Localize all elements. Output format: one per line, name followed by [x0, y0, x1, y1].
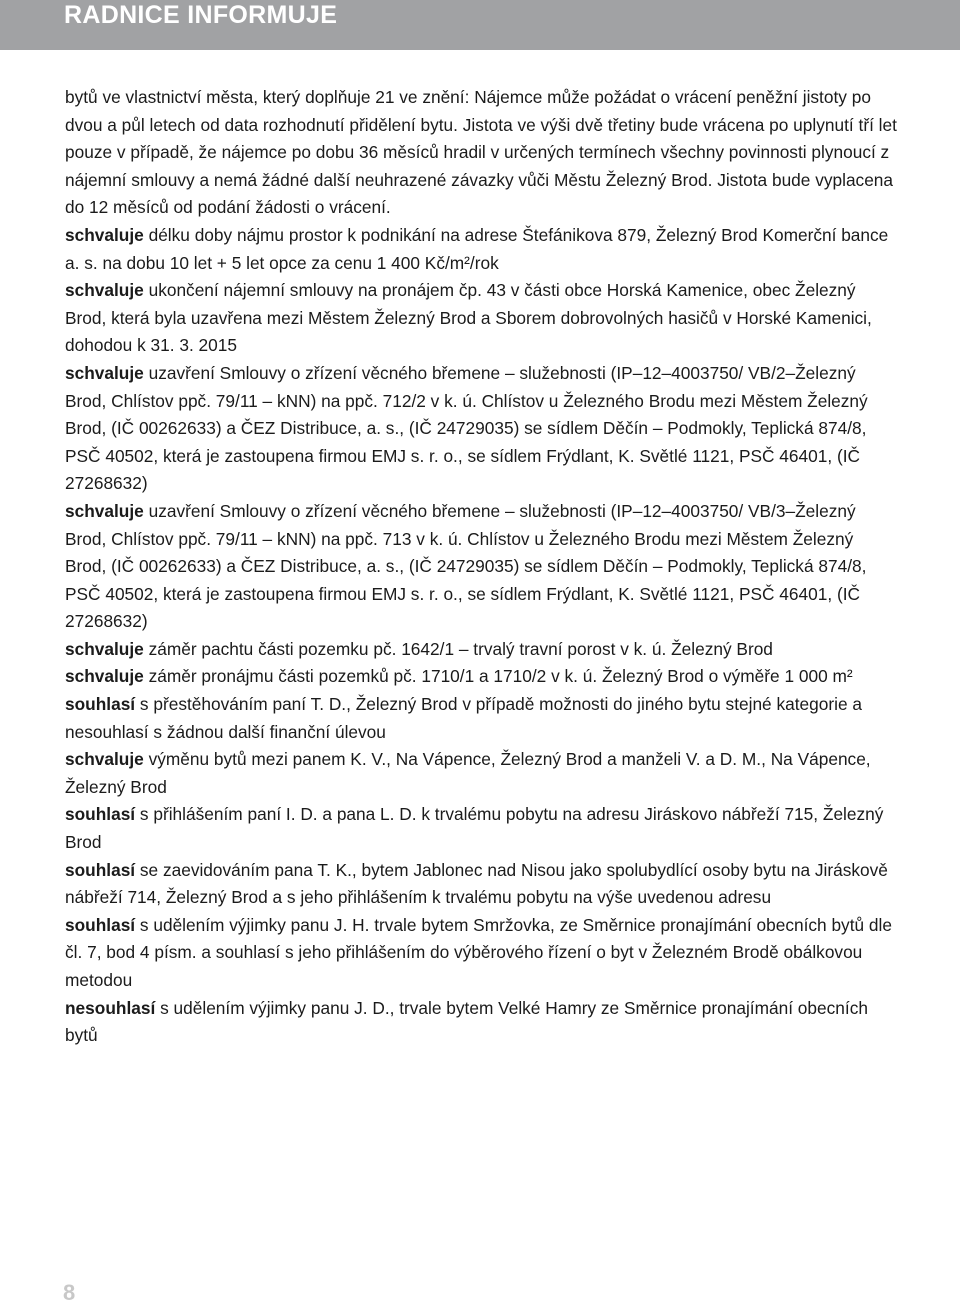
paragraph-text: se zaevidováním pana T. K., bytem Jablonec nad Nisou jako spolubydlící osoby bytu na Jiráskově nábřeží 714, Železný Brod a s jeho přihlášením k trvalému pobytu na výše uvedenou adresu — [65, 859, 888, 908]
paragraph-keyword: schvaluje — [65, 749, 144, 770]
paragraph-text: délku doby nájmu prostor k podnikání na adrese Štefánikova 879, Železný Brod Komerční bance a. s. na dobu 10 let + 5 let opce za cenu 1 400 Kč/m²/rok — [65, 224, 889, 273]
paragraph-text: uzavření Smlouvy o zřízení věcného břemene – služebnosti (IP–12–4003750/ VB/3–Železný Brod, Chlístov ppč. 79/11 – kNN) na ppč. 713 v k. ú. Chlístov u Železného Brodu mezi Městem Železný Brod, (IČ 00262633) a ČEZ Distribuce, a. s., (IČ 24729035) se sídlem Děčín – Podmokly, Teplická 874/8, PSČ 40502, která je zastoupena firmou EMJ s. r. o., se sídlem Frýdlant, K. Světlé 1121, PSČ 46401, (IČ 27268632) — [65, 500, 867, 632]
paragraph-text: ukončení nájemní smlouvy na pronájem čp. 43 v části obce Horská Kamenice, obec Železný Brod, která byla uzavřena mezi Městem Železný Brod a Sborem dobrovolných hasičů v Horské Kamenici, dohodou k 31. 3. 2015 — [65, 280, 872, 356]
paragraph-keyword: schvaluje — [65, 666, 144, 687]
paragraph-keyword: souhlasí — [65, 694, 136, 715]
section-header — [0, 0, 960, 50]
article-body — [65, 84, 897, 1050]
paragraph-keyword: schvaluje — [65, 638, 144, 659]
paragraph-keyword: souhlasí — [65, 804, 136, 825]
paragraph — [65, 691, 897, 746]
paragraph — [65, 277, 897, 360]
paragraph — [65, 222, 897, 277]
paragraph — [65, 746, 897, 801]
paragraph-keyword: schvaluje — [65, 224, 144, 245]
paragraph-keyword: schvaluje — [65, 500, 144, 521]
paragraph-text: výměnu bytů mezi panem K. V., Na Vápence, Železný Brod a manželi V. a D. M., Na Vápence, Železný Brod — [65, 749, 871, 797]
paragraph — [65, 360, 897, 498]
paragraph-text: bytů ve vlastnictví města, který doplňuje 21 ve znění: Nájemce může požádat o vrácení peněžní jistoty po dvou a půl letech od data rozhodnutí přidělení bytu. Jistota ve výši dvě třetiny bude vrácena po uplynutí tří let pouze v případě, že nájemce po dobu 36 měsíců hradil v určených termínech všechny povinnosti plynoucí z nájemní smlouvy a nemá žádné další neuhrazené závazky vůči Městu Železný Brod. Jistota bude vyplacena do 12 měsíců od podání žádosti o vrácení. — [65, 87, 897, 218]
paragraph — [65, 84, 897, 222]
paragraph-text: uzavření Smlouvy o zřízení věcného břemene – služebnosti (IP–12–4003750/ VB/2–Železný Brod, Chlístov ppč. 79/11 – kNN) na ppč. 712/2 v k. ú. Chlístov u Železného Brodu mezi Městem Železný Brod, (IČ 00262633) a ČEZ Distribuce, a. s., (IČ 24729035) se sídlem Děčín – Podmokly, Teplická 874/8, PSČ 40502, která je zastoupena firmou EMJ s. r. o., se sídlem Frýdlant, K. Světlé 1121, PSČ 46401, (IČ 27268632) — [65, 362, 868, 494]
paragraph-keyword: schvaluje — [65, 362, 144, 383]
paragraph-text: s udělením výjimky panu J. H. trvale bytem Smržovka, ze Směrnice pronajímání obecních bytů dle čl. 7, bod 4 písm. a souhlasí s jeho přihlášením do výběrového řízení o byt v Železném Brodě obálkovou metodou — [65, 914, 892, 990]
paragraph — [65, 636, 897, 664]
paragraph-text: s přestěhováním paní T. D., Železný Brod v případě možnosti do jiného bytu stejné kategorie a nesouhlasí s žádnou další finanční úlevou — [65, 694, 862, 742]
paragraph — [65, 912, 897, 995]
paragraph — [65, 498, 897, 636]
page-number: 8 — [63, 1280, 76, 1305]
paragraph-text: s přihlášením paní I. D. a pana L. D. k trvalému pobytu na adresu Jiráskovo nábřeží 715, Železný Brod — [65, 804, 884, 853]
paragraph-keyword: schvaluje — [65, 280, 144, 301]
paragraph-keyword: souhlasí — [65, 859, 136, 880]
paragraph — [65, 801, 897, 856]
paragraph — [65, 995, 897, 1050]
paragraph-text: záměr pachtu části pozemku pč. 1642/1 – trvalý travní porost v k. ú. Železný Brod — [143, 638, 773, 659]
paragraph-keyword: nesouhlasí — [65, 997, 156, 1018]
section-title: RADNICE INFORMUJE — [64, 1, 338, 29]
paragraph-text: záměr pronájmu části pozemků pč. 1710/1 a 1710/2 v k. ú. Železný Brod o výměře 1 000 m² — [143, 666, 853, 687]
paragraph-text: s udělením výjimky panu J. D., trvale bytem Velké Hamry ze Směrnice pronajímání obecních bytů — [65, 997, 868, 1046]
paragraph — [65, 857, 897, 912]
paragraph — [65, 663, 897, 691]
paragraph-keyword: souhlasí — [65, 914, 136, 935]
